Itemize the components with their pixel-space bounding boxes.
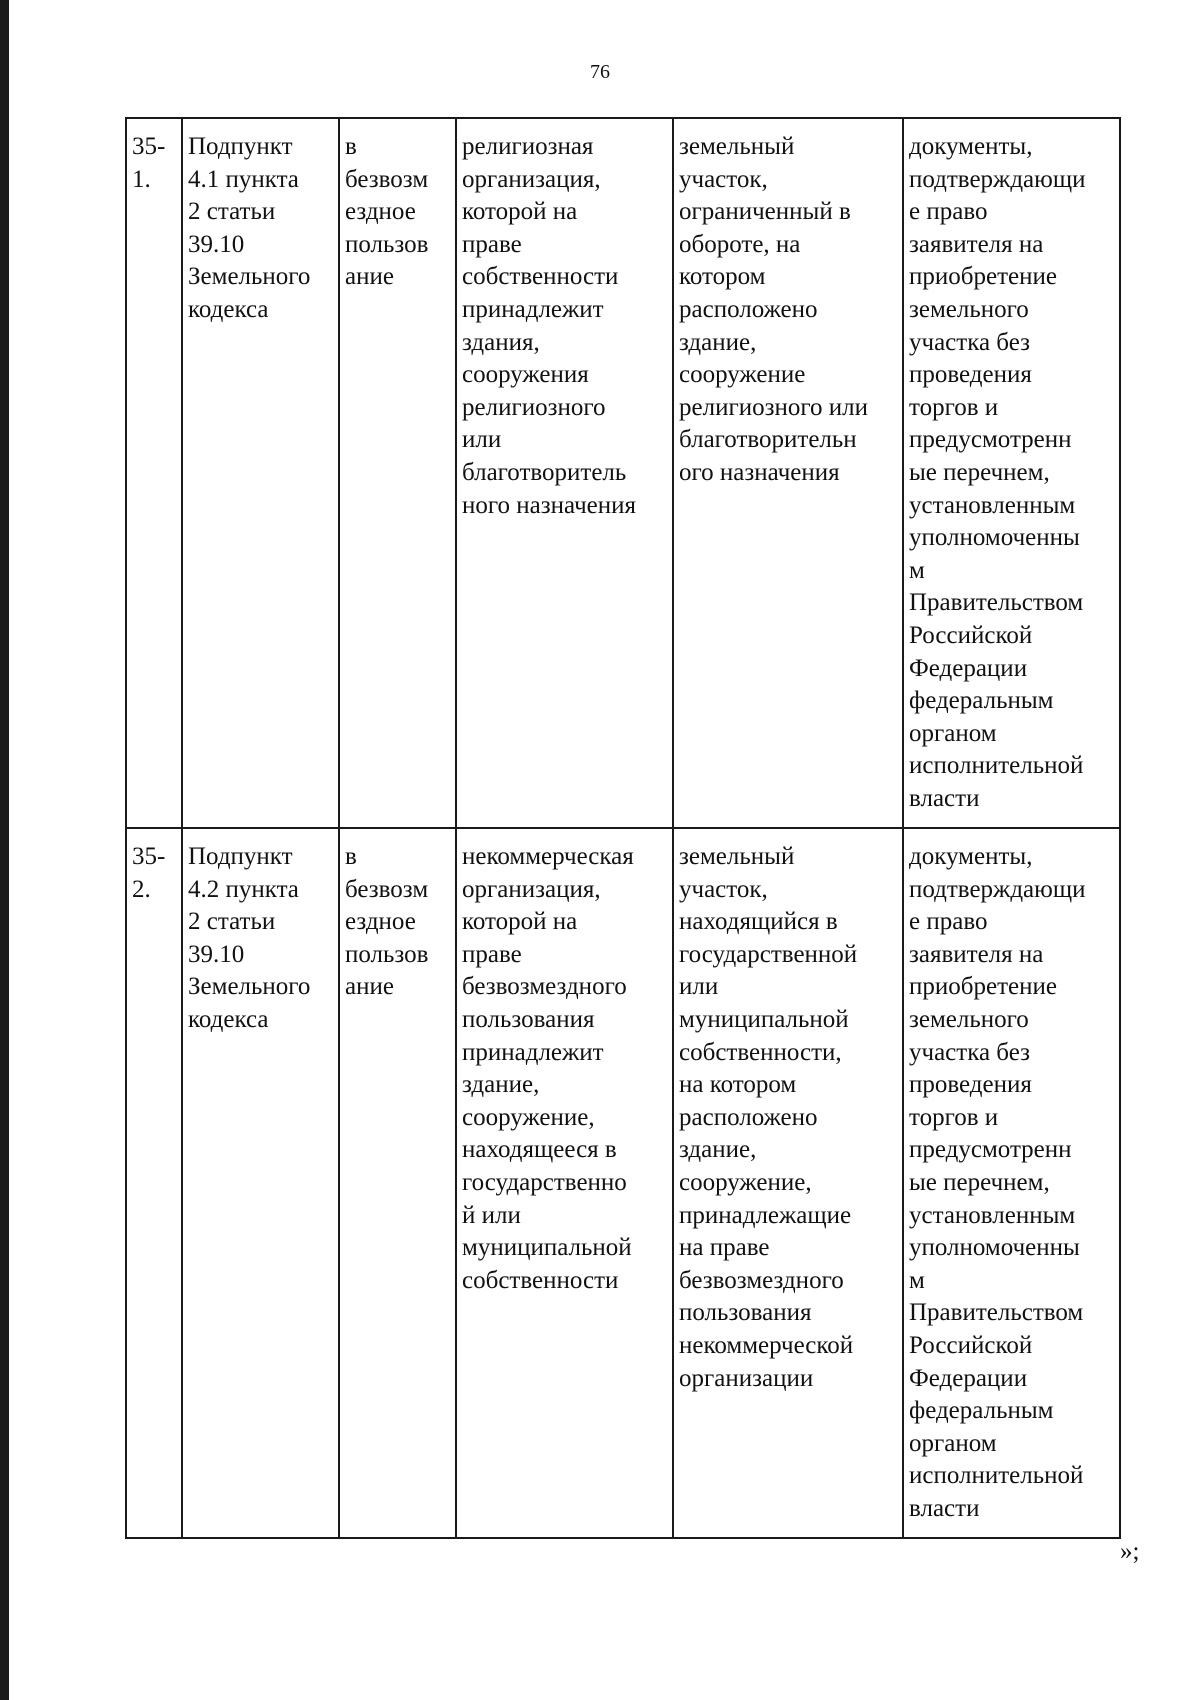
cell-text-line: принадлежит [462, 295, 604, 323]
cell-text-line: кодекса [188, 1005, 269, 1033]
cell-text-line: исполнительной [909, 1462, 1084, 1490]
cell-text-line: пользов [345, 230, 429, 258]
cell-text-line: власти [909, 784, 980, 812]
cell-text-line: некоммерческая [462, 843, 634, 870]
cell-text-line: муниципальной [679, 1005, 849, 1033]
cell-text-line: 1. [132, 165, 151, 193]
cell-text-line: 4.2 пункта [188, 875, 299, 903]
cell-text-line: сооружение [679, 361, 806, 389]
cell-text-line: некоммерческой [679, 1331, 854, 1359]
cell-text-line: сооружение, [679, 1168, 812, 1196]
cell-text-line: Земельного [188, 973, 311, 1001]
cell-text-line: 2 статьи [188, 908, 276, 936]
cell-text-line: организация, [462, 875, 601, 903]
cell-text-line: безвозмездного [679, 1266, 844, 1294]
cell-text-line: м [909, 1266, 925, 1294]
row-number-cell [126, 118, 182, 828]
cell-text-line: здание, [462, 1071, 540, 1099]
cell-text-line: принадлежащие [679, 1201, 852, 1229]
land-plot-cell [673, 118, 903, 828]
cell-text-line: земельного [909, 295, 1029, 323]
cell-text-line: собственности [462, 1266, 619, 1294]
cell-text-line: пользования [679, 1299, 812, 1327]
cell-text-line: на котором [679, 1071, 797, 1099]
cell-text-line: исполнительной [909, 752, 1084, 780]
cell-text-line: ание [345, 263, 394, 291]
cell-text-line: 39.10 [188, 940, 245, 968]
cell-text-line: в [345, 843, 357, 870]
legal-basis-cell [182, 118, 339, 828]
cell-text-line: федеральным [909, 1397, 1054, 1425]
cell-text-line: или [462, 426, 502, 454]
table-row [126, 118, 1120, 828]
cell-text-line: установленным [909, 1201, 1076, 1229]
cell-text-line: благотворительн [679, 426, 857, 454]
right-type-cell [339, 118, 456, 828]
cell-text-line: 2 статьи [188, 198, 276, 226]
cell-text-line: Федерации [909, 1364, 1028, 1392]
cell-text-line: власти [909, 1494, 980, 1522]
cell-text-line: 39.10 [188, 230, 245, 258]
cell-text-line: которой на [462, 908, 578, 936]
cell-text-line: участка без [909, 328, 1030, 356]
land-plot-cell [673, 828, 903, 1538]
cell-text-line: земельного [909, 1005, 1029, 1033]
cell-text-line: Федерации [909, 654, 1028, 682]
applicant-cell [456, 828, 673, 1538]
cell-text-line: Правительством [909, 589, 1084, 617]
cell-text-line: государственной [679, 940, 858, 968]
cell-text-line: которой на [462, 198, 578, 226]
cell-text-line: органом [909, 1429, 997, 1457]
cell-text-line: религиозная [462, 133, 594, 160]
page-number: 76 [590, 61, 610, 83]
cell-text-line: безвозмездного [462, 973, 627, 1001]
cell-text-line: м [909, 556, 925, 584]
cell-text-line: Подпункт [188, 843, 293, 870]
cell-text-line: 4.1 пункта [188, 165, 299, 193]
cell-text-line: ездное [345, 198, 416, 226]
right-type-cell [339, 828, 456, 1538]
cell-text-line: в [345, 133, 357, 160]
cell-text-line: здания, [462, 328, 540, 356]
cell-text-line: здание, [679, 328, 757, 356]
cell-text-line: федеральным [909, 687, 1054, 715]
cell-text-line: здание, [679, 1136, 757, 1164]
cell-text-line: или [679, 973, 719, 1001]
cell-text-line: земельный [679, 133, 795, 160]
cell-text-line: принадлежит [462, 1038, 604, 1066]
cell-text-line: ого назначения [679, 458, 840, 486]
cell-text-line: проведения [909, 1071, 1032, 1099]
cell-text-line: й или [462, 1201, 521, 1229]
cell-text-line: благотворитель [462, 458, 627, 486]
cell-text-line: ые перечнем, [909, 1168, 1050, 1196]
cell-text-line: ание [345, 973, 394, 1001]
cell-text-line: собственности [462, 263, 619, 291]
documents-cell [903, 828, 1120, 1538]
cell-text-line: религиозного или [679, 393, 868, 421]
cell-text-line: Подпункт [188, 133, 293, 160]
cell-text-line: муниципальной [462, 1234, 632, 1262]
cell-text-line: организации [679, 1364, 814, 1392]
row-number-cell [126, 828, 182, 1538]
cell-text-line: заявителя на [909, 940, 1044, 968]
cell-text-line: установленным [909, 491, 1076, 519]
cell-text-line: е право [909, 198, 988, 226]
cell-text-line: заявителя на [909, 230, 1044, 258]
legal-basis-cell [182, 828, 339, 1538]
cell-text-line: кодекса [188, 295, 269, 323]
cell-text-line: органом [909, 719, 997, 747]
regulation-table [125, 117, 1121, 1539]
scan-edge-shadow [0, 0, 9, 1700]
cell-text-line: котором [679, 263, 766, 291]
cell-text-line: предусмотренн [909, 426, 1072, 454]
cell-text-line: Земельного [188, 263, 311, 291]
cell-text-line: Российской [909, 1331, 1033, 1359]
cell-text-line: Правительством [909, 1299, 1084, 1327]
cell-text-line: предусмотренн [909, 1136, 1072, 1164]
cell-text-line: уполномоченны [909, 1234, 1080, 1262]
cell-text-line: участок, [679, 875, 768, 903]
cell-text-line: торгов и [909, 1103, 999, 1131]
cell-text-line: пользов [345, 940, 429, 968]
cell-text-line: участка без [909, 1038, 1030, 1066]
cell-text-line: 2. [132, 875, 151, 903]
cell-text-line: праве [462, 940, 522, 968]
cell-text-line: Российской [909, 621, 1033, 649]
cell-text-line: ые перечнем, [909, 458, 1050, 486]
regulation-table-body [126, 118, 1120, 1538]
cell-text-line: документы, [909, 133, 1033, 160]
cell-text-line: 35- [132, 133, 166, 160]
cell-text-line: приобретение [909, 263, 1057, 291]
cell-text-line: подтверждающи [909, 165, 1086, 193]
cell-text-line: торгов и [909, 393, 999, 421]
cell-text-line: религиозного [462, 393, 606, 421]
cell-text-line: сооружения [462, 361, 589, 389]
table-row [126, 828, 1120, 1538]
cell-text-line: пользования [462, 1005, 595, 1033]
cell-text-line: приобретение [909, 973, 1057, 1001]
cell-text-line: находящееся в [462, 1136, 617, 1164]
applicant-cell [456, 118, 673, 828]
cell-text-line: документы, [909, 843, 1033, 870]
cell-text-line: уполномоченны [909, 524, 1080, 552]
cell-text-line: участок, [679, 165, 768, 193]
cell-text-line: сооружение, [462, 1103, 595, 1131]
cell-text-line: е право [909, 908, 988, 936]
cell-text-line: праве [462, 230, 522, 258]
documents-cell [903, 118, 1120, 828]
cell-text-line: ограниченный в [679, 198, 851, 226]
closing-quote-mark: »; [1120, 1538, 1140, 1565]
cell-text-line: ездное [345, 908, 416, 936]
cell-text-line: организация, [462, 165, 601, 193]
cell-text-line: проведения [909, 361, 1032, 389]
cell-text-line: расположено [679, 295, 818, 323]
cell-text-line: обороте, на [679, 230, 801, 258]
cell-text-line: собственности, [679, 1038, 842, 1066]
cell-text-line: ного назначения [462, 491, 637, 519]
cell-text-line: на праве [679, 1234, 770, 1262]
cell-text-line: безвозм [345, 165, 429, 193]
cell-text-line: подтверждающи [909, 875, 1086, 903]
cell-text-line: земельный [679, 843, 795, 870]
cell-text-line: 35- [132, 843, 166, 870]
cell-text-line: расположено [679, 1103, 818, 1131]
cell-text-line: безвозм [345, 875, 429, 903]
cell-text-line: государственно [462, 1168, 627, 1196]
cell-text-line: находящийся в [679, 908, 838, 936]
